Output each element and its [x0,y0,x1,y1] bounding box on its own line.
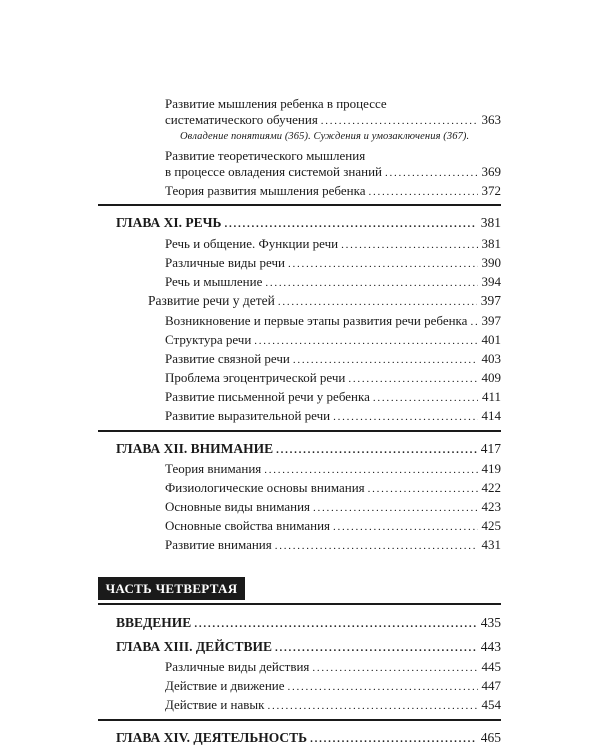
divider [98,603,501,605]
chapter-title: ГЛАВА XIV. ДЕЯТЕЛЬНОСТЬ [116,730,308,745]
dot-leader [470,314,477,330]
dot-leader [288,679,478,695]
chapter-title: ГЛАВА XII. ВНИМАНИЕ [116,441,274,456]
intro-title: ВВЕДЕНИЕ [116,615,192,630]
toc-entry-title: Теория внимания [165,461,262,476]
dot-leader [288,256,478,272]
dot-leader [312,660,477,676]
toc-entry [165,370,501,387]
section-title: Развитие речи у детей [148,293,275,308]
toc-entry-page: 425 [481,518,501,533]
toc-entry [165,274,501,291]
toc-entry [165,480,501,497]
chapter-title: ГЛАВА XI. РЕЧЬ [116,215,222,230]
section-page: 397 [480,293,501,308]
toc-entry-line: Развитие мышления ребенка в процессе [165,96,387,111]
toc-entry-title: Физиологические основы внимания [165,480,365,495]
chapter-title: ГЛАВА XIII. ДЕЙСТВИЕ [116,639,272,654]
dot-leader [385,165,478,181]
toc-entry [165,332,501,349]
dot-leader [276,442,477,458]
toc-entry-title: Структура речи [165,332,252,347]
toc-entry-title: Основные виды внимания [165,499,311,514]
toc-entry [165,164,501,181]
dot-leader [341,237,477,253]
toc-entry-page: 394 [481,274,501,289]
toc-entry-page: 369 [481,164,501,179]
toc-entry-page: 431 [481,537,501,552]
toc-entry [165,461,501,478]
toc-entry [165,313,501,330]
toc-entry-page: 409 [481,370,501,385]
dot-leader [224,216,476,232]
chapter-page: 381 [480,215,501,230]
dot-leader [333,409,477,425]
toc-entry-page: 411 [481,389,501,404]
toc-entry-title: Речь и мышление [165,274,263,289]
chapter-heading [116,441,501,458]
dot-leader [254,333,477,349]
toc-entry-page: 372 [481,183,501,198]
dot-leader [293,352,478,368]
toc-entry-page: 445 [481,659,501,674]
toc-entry-page: 381 [481,236,501,251]
toc-entry-page: 454 [481,697,501,712]
dot-leader [333,519,477,535]
toc-entry-page: 390 [481,255,501,270]
divider [98,430,501,432]
toc-entry-title: Развитие внимания [165,537,272,552]
toc-entry-page: 414 [481,408,501,423]
dot-leader [278,294,477,310]
toc-entry [165,389,501,406]
dot-leader [321,113,478,129]
toc-entry-title: систематического обучения [165,112,318,127]
toc-entry [165,518,501,535]
dot-leader [373,390,478,406]
dot-leader [194,616,476,632]
toc-entry-title: Речь и общение. Функции речи [165,236,339,251]
toc-entry-title: Проблема эгоцентрической речи [165,370,346,385]
toc-entry-title: Развитие связной речи [165,351,290,366]
chapter-page: 465 [480,730,501,745]
divider [98,204,501,206]
dot-leader [267,698,477,714]
chapter-heading [116,215,501,232]
dot-leader [265,275,477,291]
dot-leader [368,184,477,200]
chapter-heading [116,639,501,656]
toc-entry-title: Развитие выразительной речи [165,408,331,423]
toc-entry-title: Действие и навык [165,697,265,712]
toc-entry-page: 397 [481,313,501,328]
divider [98,719,501,721]
chapter-heading [116,730,501,747]
toc-entry [165,255,501,272]
chapter-page: 443 [480,639,501,654]
toc-entry [165,659,501,676]
section-heading [148,293,501,310]
toc-entry-page: 419 [481,461,501,476]
toc-entry-page: 423 [481,499,501,514]
dot-leader [368,481,478,497]
toc-entry-title: Действие и движение [165,678,285,693]
chapter-page: 417 [480,441,501,456]
dot-leader [348,371,477,387]
part-label: ЧАСТЬ ЧЕТВЕРТАЯ [98,577,245,600]
toc-entry-title: Развитие письменной речи у ребенка [165,389,370,404]
toc-entry-line: Развитие теоретического мышления [165,148,366,163]
toc-entry-title: Различные виды речи [165,255,285,270]
dot-leader [275,538,478,554]
chapter-heading [116,615,501,632]
toc-entry [165,678,501,695]
toc-entry-page: 363 [481,112,501,127]
toc-entry-title: Теория развития мышления ребенка [165,183,366,198]
toc-entry-page: 401 [481,332,501,347]
toc-entry-page: 447 [481,678,501,693]
toc-entry-title: Возникновение и первые этапы развития речи ребенка [165,313,468,328]
dot-leader [264,462,477,478]
dot-leader [310,731,477,747]
intro-page: 435 [480,615,501,630]
toc-entry [165,537,501,554]
toc-entry-page: 403 [481,351,501,366]
toc-entry [165,499,501,516]
toc-entry-title: в процессе овладения системой знаний [165,164,382,179]
toc-entry [165,351,501,368]
toc-entry [165,112,501,129]
dot-leader [275,640,477,656]
toc-entry-title: Основные свойства внимания [165,518,331,533]
toc-entry [165,697,501,714]
dot-leader [313,500,477,516]
toc-entry [165,236,501,253]
toc-entry [165,408,501,425]
toc-entry-title: Различные виды действия [165,659,310,674]
toc-entry [165,183,501,200]
toc-entry-page: 422 [481,480,501,495]
toc-entry-note: Овладение понятиями (365). Суждения и умозаключения (367). [180,131,470,142]
